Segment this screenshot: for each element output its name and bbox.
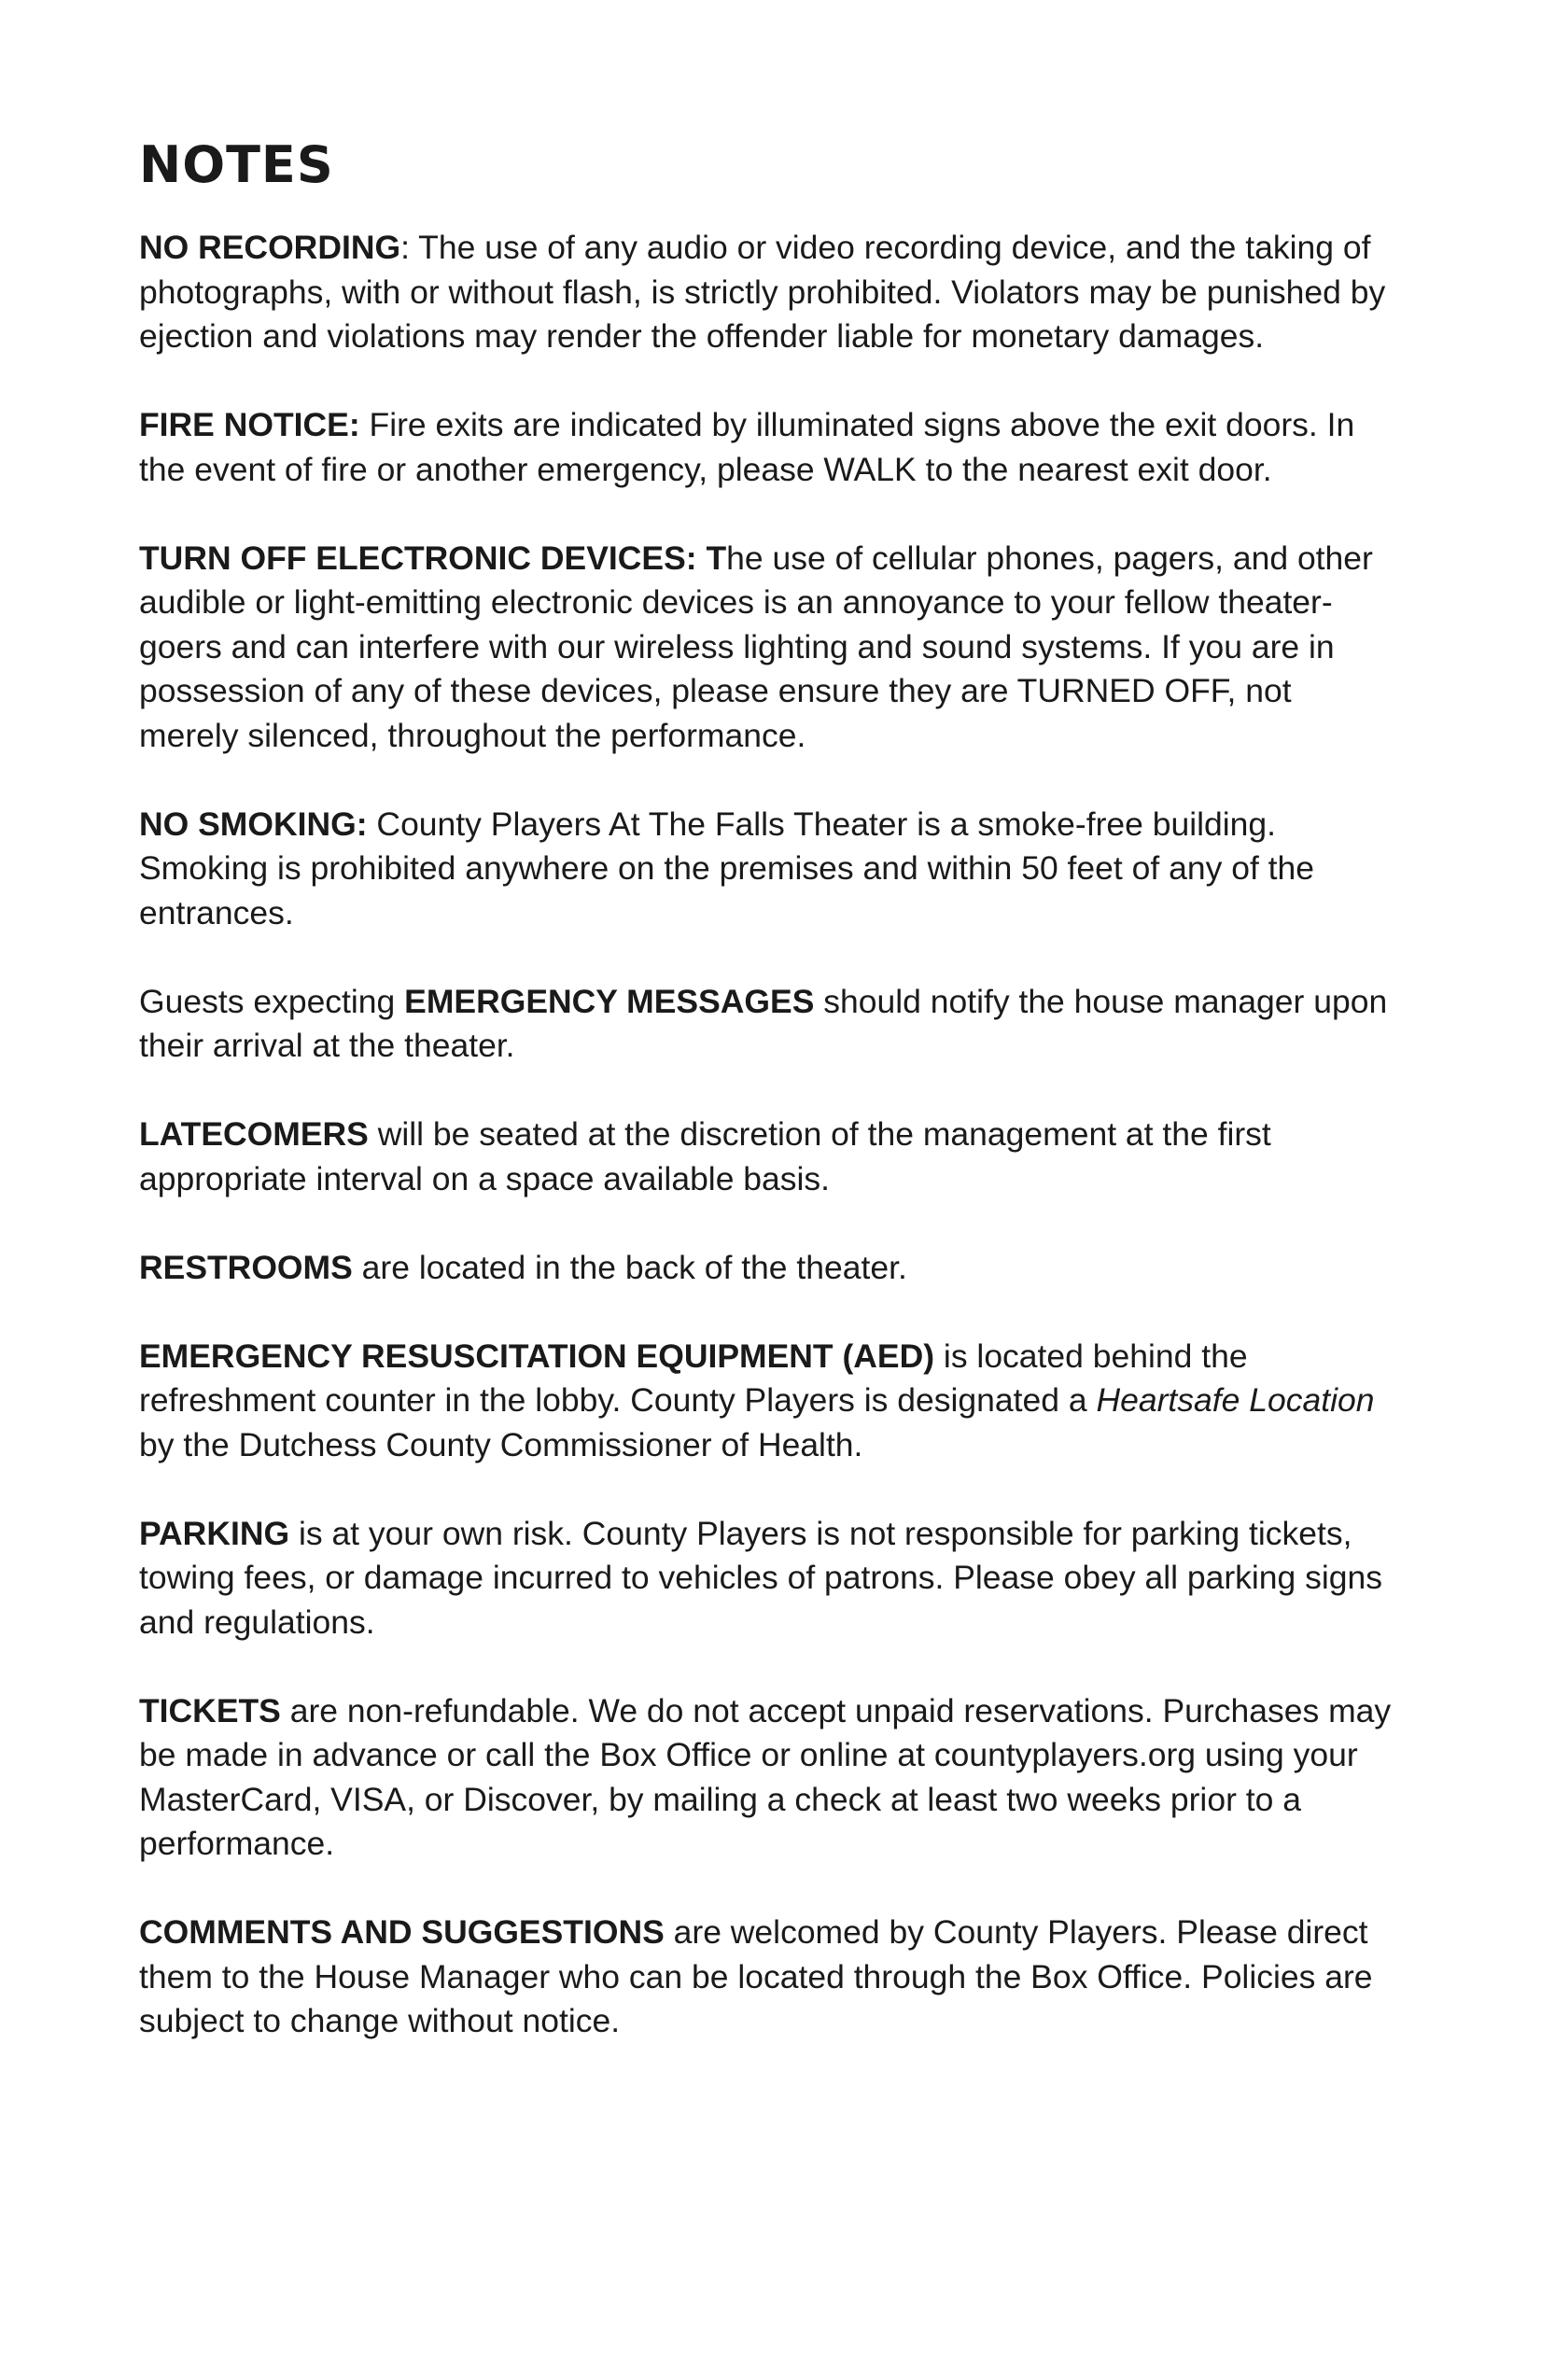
note-text: by the Dutchess County Commissioner of Health. (139, 1425, 863, 1463)
note-text: are located in the back of the theater. (352, 1248, 907, 1286)
note-restrooms (139, 1246, 1394, 1291)
note-heading: RESTROOMS (139, 1248, 353, 1286)
note-text: are welcomed by County Players. Please direct them to the House Manager who can be located through the Box Office. Policies are subject to change without notice. (139, 1913, 1373, 2039)
note-tickets (139, 1689, 1394, 1867)
note-heading: EMERGENCY RESUSCITATION EQUIPMENT (AED) (139, 1337, 935, 1375)
note-turn-off-electronic-devices (139, 537, 1394, 759)
note-text: is located behind the refreshment counter in the lobby. County Players is designated a (139, 1337, 1248, 1419)
note-text: he use of cellular phones, pagers, and other audible or light-emitting electronic devices is an annoyance to your fellow theater-goers and can interfere with our wireless lighting and sound systems. If you are in possession of any of these devices, please ensure they are TURNED OFF, not merely silenced, throughout the performance. (139, 539, 1373, 754)
note-text: : The use of any audio or video recording device, and the taking of photographs, with or without flash, is strictly prohibited. Violators may be punished by ejection and violations may render the offender liable for monetary damages. (139, 229, 1386, 355)
page-title: NOTES (139, 135, 334, 194)
note-heading: COMMENTS AND SUGGESTIONS (139, 1913, 665, 1951)
note-emergency-messages (139, 980, 1394, 1069)
note-text: Guests expecting (139, 982, 405, 1020)
note-text: will be seated at the discretion of the management at the first appropriate interval on a space available basis. (139, 1115, 1271, 1197)
note-text: County Players At The Falls Theater is a smoke-free building. Smoking is prohibited anywhere on the premises and within 50 feet of any of the entrances. (139, 805, 1315, 931)
note-text: should notify the house manager upon their arrival at the theater. (139, 982, 1388, 1064)
notes-list (139, 226, 1394, 2044)
note-heading: LATECOMERS (139, 1115, 369, 1153)
note-heading: EMERGENCY MESSAGES (404, 982, 815, 1020)
note-aed (139, 1335, 1394, 1468)
note-fire-notice (139, 403, 1394, 492)
note-heading: NO SMOKING: (139, 805, 368, 843)
note-no-smoking (139, 803, 1394, 936)
note-parking (139, 1512, 1394, 1645)
note-heading: TICKETS (139, 1691, 281, 1729)
notes-page (139, 135, 1394, 2044)
note-heading: TURN OFF ELECTRONIC DEVICES: T (139, 539, 727, 577)
note-heading: FIRE NOTICE: (139, 406, 360, 443)
note-heading: NO RECORDING (139, 229, 401, 266)
note-comments-and-suggestions (139, 1911, 1394, 2044)
note-emphasis: Heartsafe Location (1096, 1381, 1375, 1419)
note-text: is at your own risk. County Players is not responsible for parking tickets, towing fees, or damage incurred to vehicles of patrons. Please obey all parking signs and regulations. (139, 1514, 1382, 1641)
note-text: Fire exits are indicated by illuminated signs above the exit doors. In the event of fire or another emergency, please WALK to the nearest exit door. (139, 406, 1355, 488)
note-text: are non-refundable. We do not accept unpaid reservations. Purchases may be made in advance or call the Box Office or online at countyplayers.org using your MasterCard, VISA, or Discover, by mailing a check at least two weeks prior to a performance. (139, 1691, 1392, 1862)
note-no-recording (139, 226, 1394, 359)
note-latecomers (139, 1113, 1394, 1201)
note-heading: PARKING (139, 1514, 290, 1552)
